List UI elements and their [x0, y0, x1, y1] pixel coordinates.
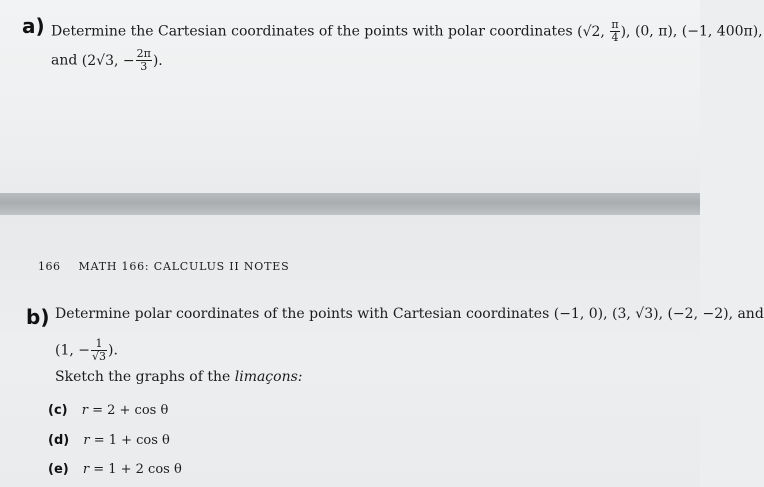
fraction-denominator: 4: [611, 31, 619, 45]
part-b-question-line-1: [55, 306, 764, 322]
r-variable: r: [81, 403, 88, 418]
item-d-marker: (d): [48, 433, 70, 448]
part-a-handwritten-label: a): [22, 14, 45, 38]
point-1-close: ),: [620, 23, 631, 40]
item-c: [48, 403, 168, 418]
fraction-numerator: π: [611, 18, 619, 31]
item-d-equation: [83, 433, 170, 448]
point-4: [81, 47, 163, 74]
point-3: (−1, 400π),: [681, 23, 763, 40]
item-d: [48, 433, 170, 448]
item-e-rhs: = 1 + 2 cos θ: [89, 462, 182, 477]
page-header: [38, 260, 289, 273]
two-pi-over-3-fraction: [136, 48, 152, 73]
part-b-intro-text: Determine polar coordinates of the points with Cartesian coordinates: [55, 306, 550, 322]
point-b4-close: ).: [108, 342, 118, 359]
page-gap-shadow: [0, 193, 700, 215]
part-b-question-line-2: [55, 338, 118, 363]
point-b4-open: (1, −: [55, 342, 90, 359]
item-e-equation: [83, 462, 182, 477]
part-a-question-line-1: [51, 19, 763, 44]
sketch-instruction: [55, 369, 303, 385]
fraction-denominator: 3: [140, 60, 148, 74]
point-1-open: (√2,: [577, 23, 610, 40]
part-b-handwritten-label: b): [26, 305, 50, 329]
item-c-equation: [82, 403, 169, 418]
item-d-rhs: = 1 + cos θ: [89, 433, 170, 448]
point-4-open: (2√3, −: [81, 52, 135, 69]
limacons-term: limaçons:: [234, 369, 303, 385]
item-e: [48, 462, 182, 477]
point-1: [577, 18, 635, 45]
pi-over-4-fraction: [610, 19, 619, 44]
fraction-numerator: 2π: [136, 47, 151, 60]
r-variable: r: [83, 433, 90, 448]
item-e-marker: (e): [48, 462, 69, 477]
point-2: (0, π),: [634, 23, 678, 40]
item-c-rhs: = 2 + cos θ: [87, 403, 169, 418]
part-a-question-line-2: [51, 48, 163, 73]
part-a-intro-text: Determine the Cartesian coordinates of the points with polar coordinates: [51, 23, 573, 40]
item-c-marker: (c): [48, 403, 68, 418]
running-title: MATH 166: CALCULUS II NOTES: [78, 260, 290, 273]
fraction-numerator: 1: [91, 338, 107, 351]
and-text: and: [51, 52, 78, 69]
page-number: 166: [38, 260, 61, 273]
sketch-prefix: Sketch the graphs of the: [55, 369, 231, 385]
one-over-root3-fraction: [91, 338, 107, 363]
fraction-denominator: √3: [92, 350, 107, 364]
point-4-close: ).: [152, 52, 163, 69]
cartesian-points: (−1, 0), (3, √3), (−2, −2), and: [553, 306, 764, 322]
r-variable: r: [82, 462, 90, 477]
